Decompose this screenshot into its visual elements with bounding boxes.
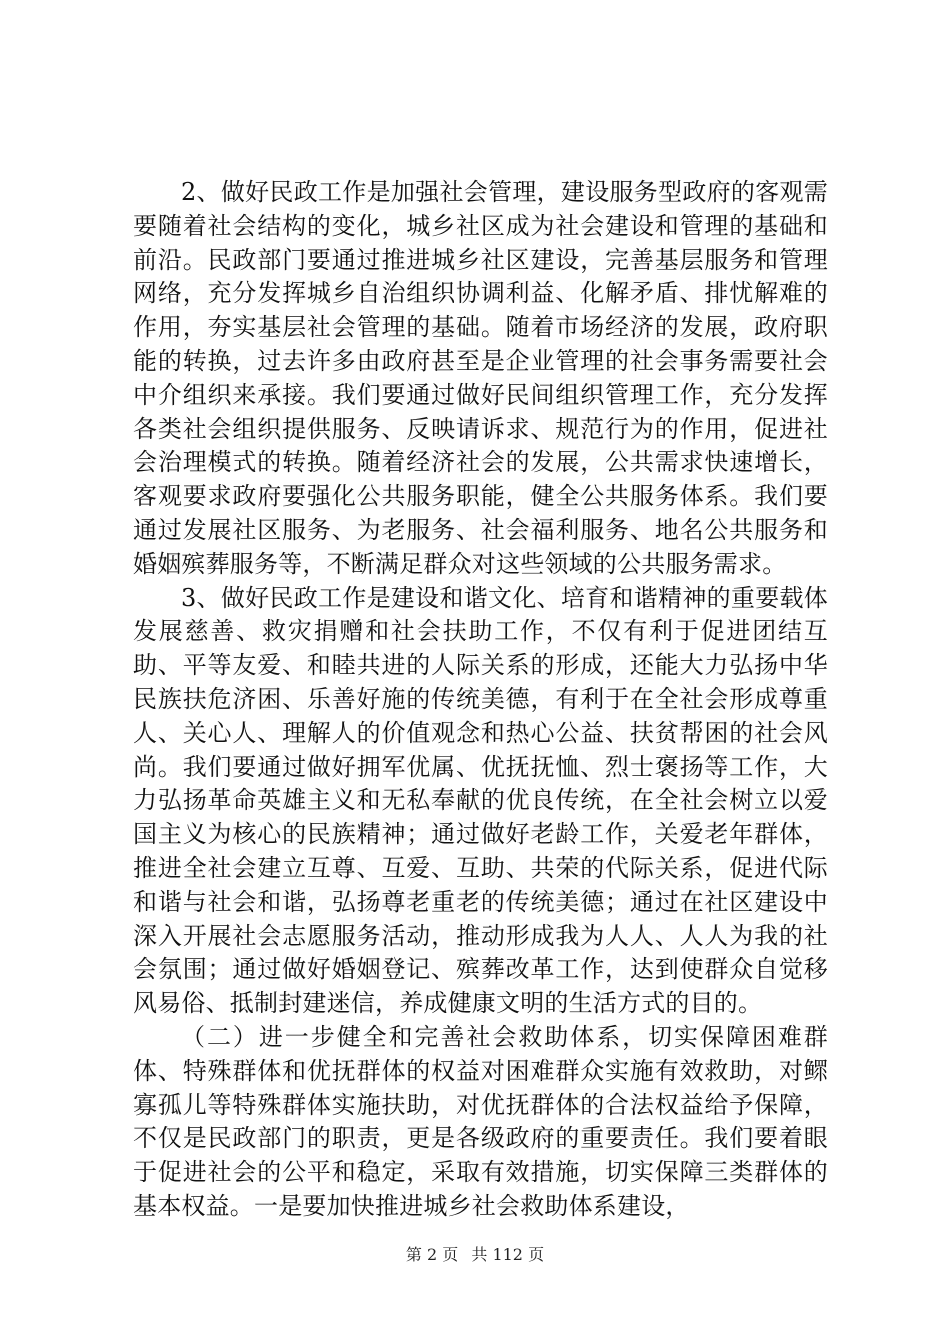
paragraph-3-harmonious-culture: 3、做好民政工作是建设和谐文化、培育和谐精神的重要载体发展慈善、救灾捐赠和社会扶助工作，不仅有利于促进团结互助、平等友爱、和睦共进的人际关系的形成，还能大力弘扬中华民族扶危济困、乐善好施的传统美德，有利于在全社会形成尊重人、关心人、理解人的价值观念和热心公益、扶贫帮困的社会风尚。我们要通过做好拥军优属、优抚抚恤、烈士褒扬等工作，大力弘扬革命英雄主义和无私奉献的优良传统，在全社会树立以爱国主义为核心的民族精神；通过做好老龄工作，关爱老年群体，推进全社会建立互尊、互爱、互助、共荣的代际关系，促进代际和谐与社会和谐，弘扬尊老重老的传统美德；通过在社区建设中深入开展社会志愿服务活动，推动形成我为人人、人人为我的社会氛围；通过做好婚姻登记、殡葬改革工作，达到使群众自觉移风易俗、抵制封建迷信，养成健康文明的生活方式的目的。 <box>133 583 828 1018</box>
paragraph-section-2-social-assistance: （二）进一步健全和完善社会救助体系，切实保障困难群体、特殊群体和优抚群体的权益对困难群众实施有效救助，对鳏寡孤儿等特殊群体实施扶助，对优抚群体的合法权益给予保障，不仅是民政部门的职责，更是各级政府的重要责任。我们要着眼于促进社会的公平和稳定，采取有效措施，切实保障三类群体的基本权益。一是要加快推进城乡社会救助体系建设， <box>133 1022 828 1220</box>
page-footer <box>0 1242 950 1265</box>
document-body <box>133 176 828 1224</box>
page-number: 第 2 页 <box>405 1245 459 1264</box>
paragraph-2-social-management: 2、做好民政工作是加强社会管理，建设服务型政府的客观需要随着社会结构的变化，城乡社区成为社会建设和管理的基础和前沿。民政部门要通过推进城乡社区建设，完善基层服务和管理网络，充分发挥城乡自治组织协调利益、化解矛盾、排忧解难的作用，夯实基层社会管理的基础。随着市场经济的发展，政府职能的转换，过去许多由政府甚至是企业管理的社会事务需要社会中介组织来承接。我们要通过做好民间组织管理工作，充分发挥各类社会组织提供服务、反映请诉求、规范行为的作用，促进社会治理模式的转换。随着经济社会的发展，公共需求快速增长，客观要求政府要强化公共服务职能，健全公共服务体系。我们要通过发展社区服务、为老服务、社会福利服务、地名公共服务和婚姻殡葬服务等，不断满足群众对这些领域的公共服务需求。 <box>133 178 828 578</box>
total-pages: 共 112 页 <box>471 1245 545 1264</box>
